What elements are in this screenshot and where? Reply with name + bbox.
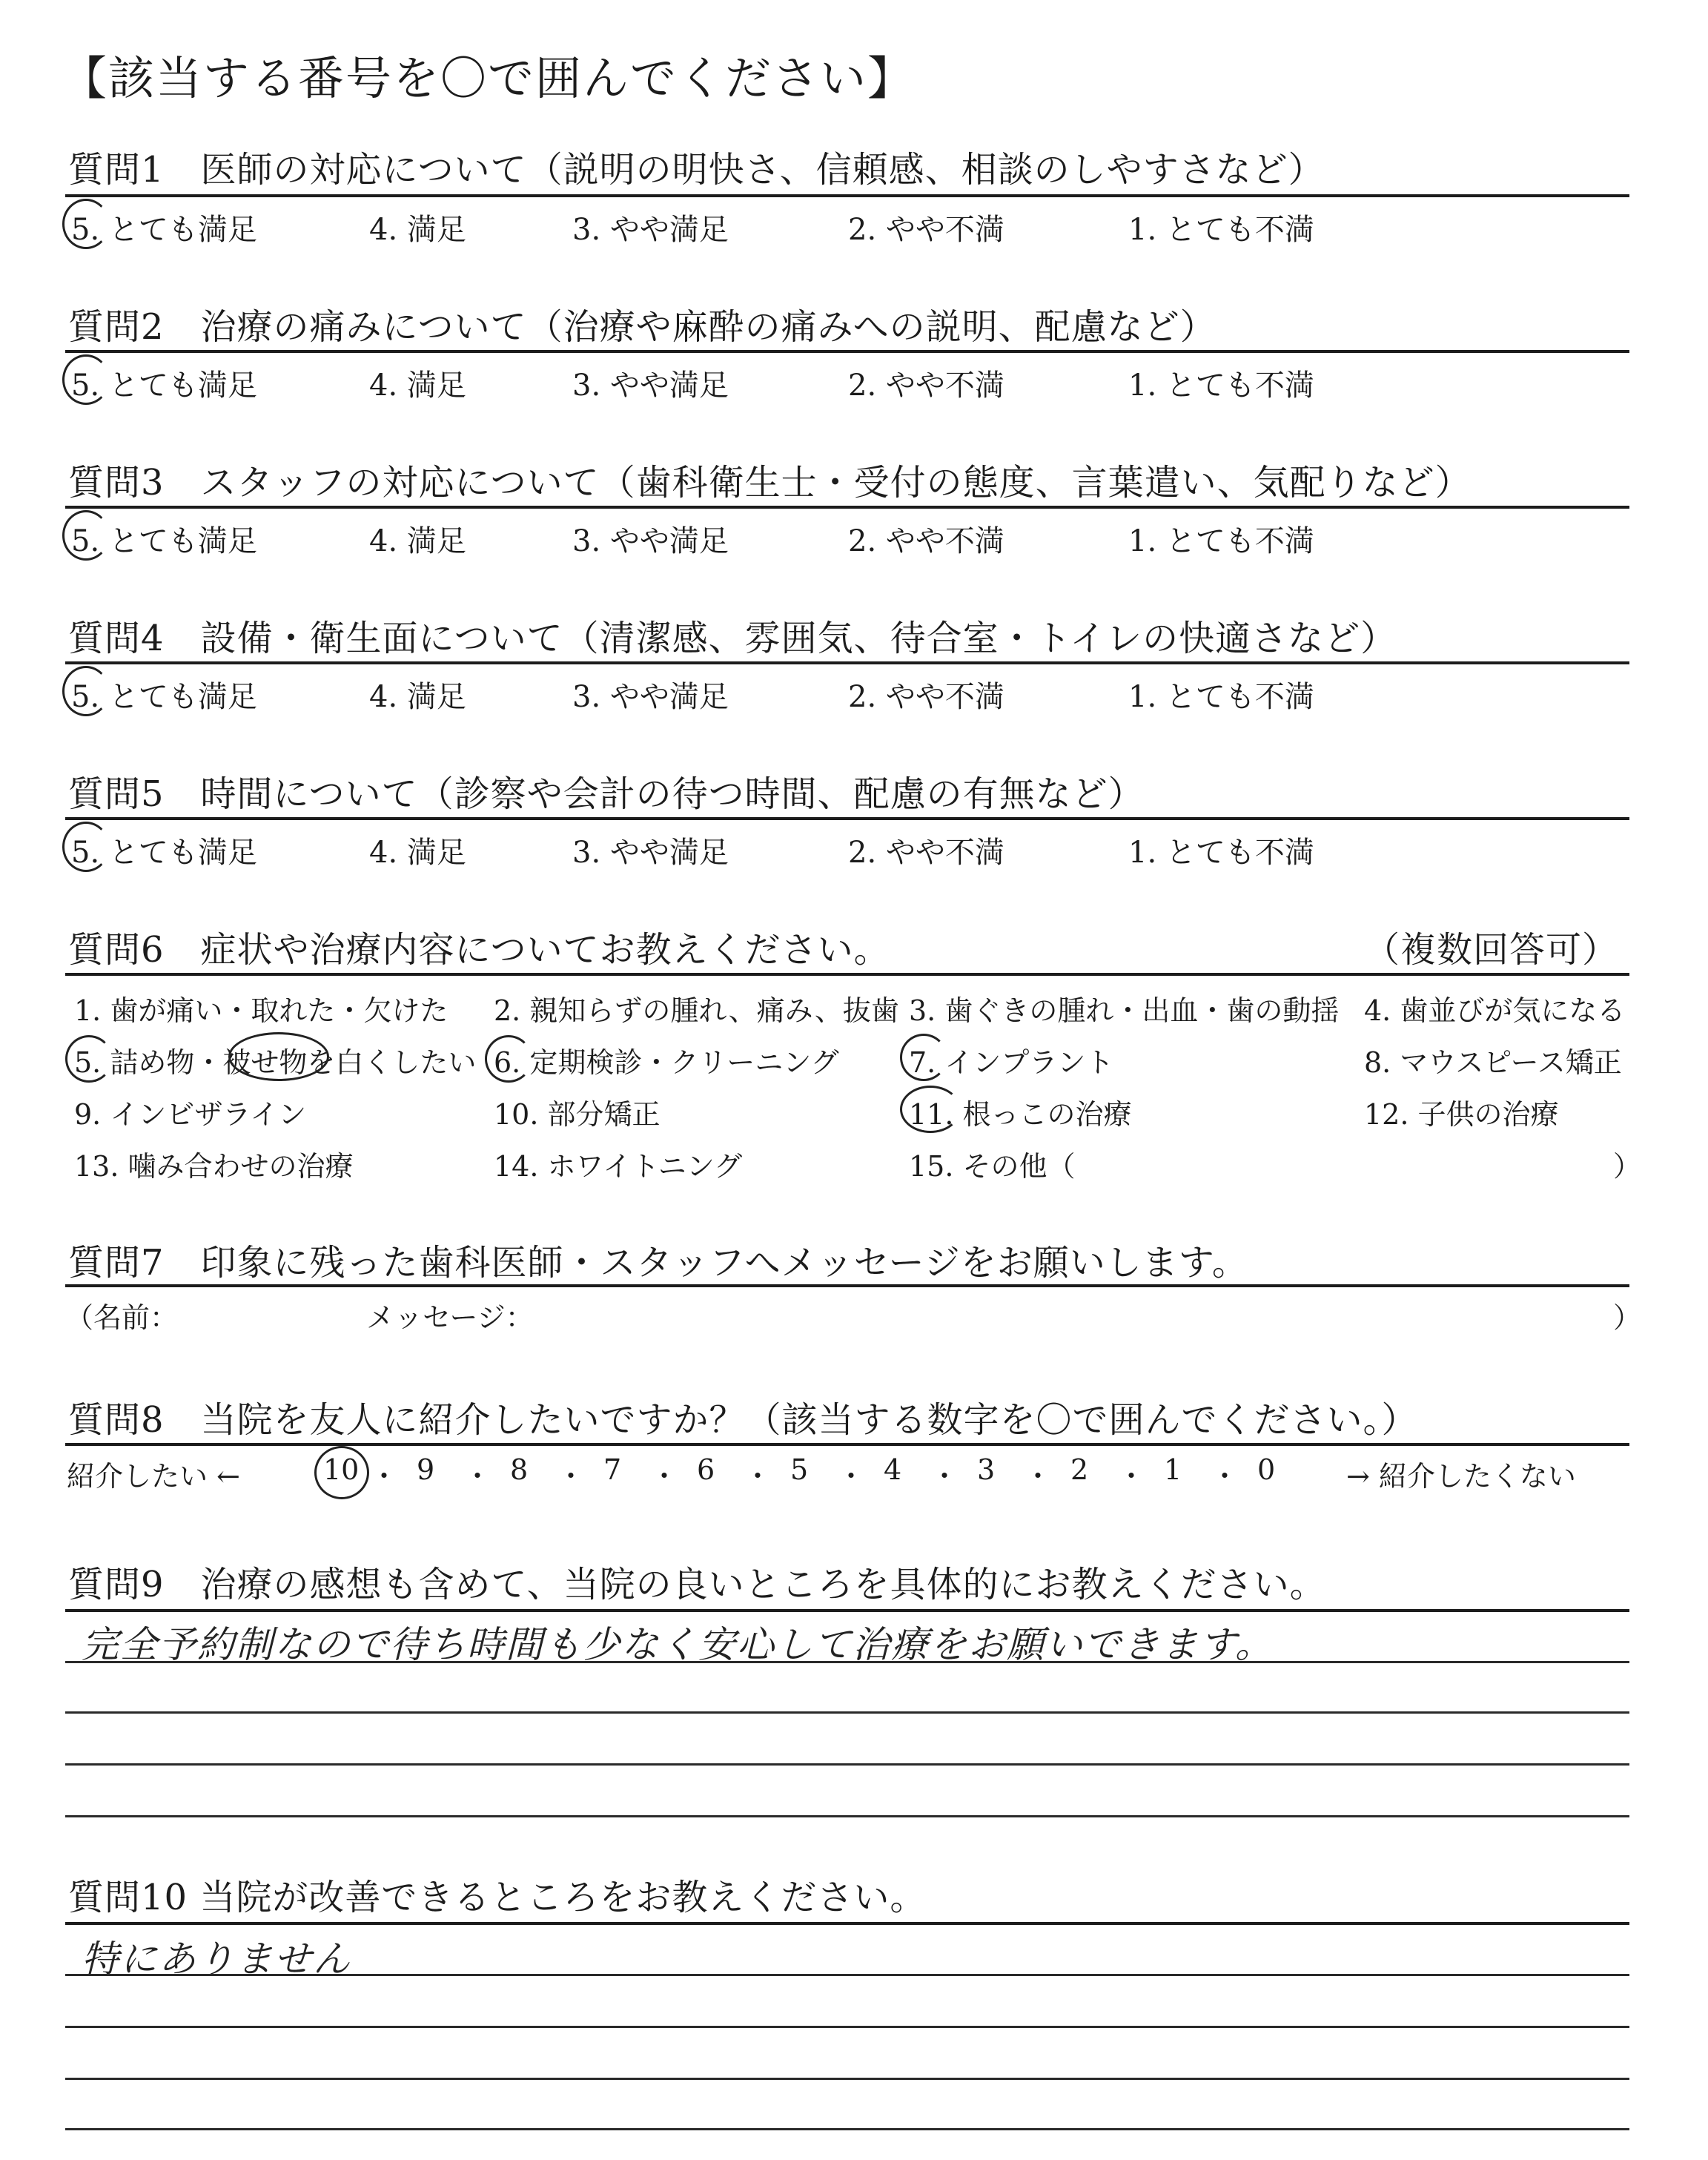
q6-item-10[interactable]: 10. 部分矯正 bbox=[494, 1098, 661, 1131]
q9-line-3 bbox=[65, 1763, 1629, 1766]
q6-item-14[interactable]: 14. ホワイトニング bbox=[494, 1150, 743, 1183]
q6-item-5[interactable]: 5. 詰め物・被せ物を白くしたい bbox=[74, 1046, 477, 1079]
q8-scale-value-10[interactable]: 10 bbox=[323, 1453, 360, 1486]
question-7-title: 質問7 印象に残った歯科医師・スタッフへメッセージをお願いします。 bbox=[68, 1242, 1248, 1284]
q8-left-label: 紹介したい ← bbox=[67, 1460, 240, 1493]
q3-option-1[interactable]: 1. とても不満 bbox=[1128, 524, 1314, 558]
question-9-title: 質問9 治療の感想も含めて、当院の良いところを具体的にお教えください。 bbox=[68, 1564, 1326, 1605]
question-6-rule bbox=[65, 973, 1629, 976]
q6-item-9[interactable]: 9. インビザライン bbox=[74, 1098, 307, 1131]
question-4-title: 質問4 設備・衛生面について（清潔感、雰囲気、待合室・トイレの快適さなど） bbox=[68, 618, 1397, 659]
question-5-rule bbox=[65, 817, 1629, 820]
q8-scale-value-3[interactable]: 3 bbox=[977, 1453, 996, 1486]
q8-scale-separator: ・ bbox=[370, 1460, 399, 1493]
q4-option-5[interactable]: 5. とても満足 bbox=[71, 680, 257, 714]
q8-scale-value-1[interactable]: 1 bbox=[1164, 1453, 1182, 1486]
q8-scale-separator: ・ bbox=[1117, 1460, 1146, 1493]
q1-selected-circle bbox=[62, 199, 110, 249]
q8-scale-value-2[interactable]: 2 bbox=[1070, 1453, 1089, 1486]
q6-item-2[interactable]: 2. 親知らずの腫れ、痛み、抜歯 bbox=[494, 994, 899, 1027]
q6-item-5-circle bbox=[65, 1035, 113, 1083]
q9-handwritten-answer[interactable]: 完全予約制なので待ち時間も少なく安心して治療をお願いできます。 bbox=[82, 1623, 1274, 1666]
q1-option-4[interactable]: 4. 満足 bbox=[369, 213, 466, 247]
q7-close-paren: ） bbox=[1613, 1301, 1642, 1334]
q7-name-label: （名前： bbox=[65, 1301, 179, 1334]
q8-scale-value-8[interactable]: 8 bbox=[510, 1453, 529, 1486]
question-2-rule bbox=[65, 350, 1629, 353]
q6-item-6[interactable]: 6. 定期検診・クリーニング bbox=[494, 1046, 839, 1079]
q8-scale-separator: ・ bbox=[463, 1460, 492, 1493]
q2-option-4[interactable]: 4. 満足 bbox=[369, 369, 466, 403]
question-10-title: 質問10 当院が改善できるところをお教えください。 bbox=[68, 1877, 927, 1918]
q3-option-4[interactable]: 4. 満足 bbox=[369, 524, 466, 558]
q10-line-2 bbox=[65, 2026, 1629, 2028]
q1-option-1[interactable]: 1. とても不満 bbox=[1128, 213, 1314, 247]
q8-scale-separator: ・ bbox=[1024, 1460, 1053, 1493]
q8-scale-value-6[interactable]: 6 bbox=[697, 1453, 715, 1486]
q5-option-1[interactable]: 1. とても不満 bbox=[1128, 836, 1314, 870]
q6-item-6-circle bbox=[485, 1035, 532, 1083]
q5-selected-circle bbox=[62, 822, 110, 872]
question-8-rule bbox=[65, 1443, 1629, 1446]
question-2-title: 質問2 治療の痛みについて（治療や麻酔の痛みへの説明、配慮など） bbox=[68, 306, 1217, 348]
q8-scale-value-0[interactable]: 0 bbox=[1257, 1453, 1276, 1486]
q10-line-1 bbox=[65, 1974, 1629, 1976]
question-3-rule bbox=[65, 506, 1629, 509]
q3-selected-circle bbox=[62, 510, 110, 561]
q6-item-12[interactable]: 12. 子供の治療 bbox=[1364, 1098, 1559, 1131]
q2-option-2[interactable]: 2. やや不満 bbox=[848, 369, 1004, 403]
q1-option-3[interactable]: 3. やや満足 bbox=[572, 213, 729, 247]
q6-item-11-circle bbox=[900, 1086, 961, 1133]
q4-option-1[interactable]: 1. とても不満 bbox=[1128, 680, 1314, 714]
q9-line-4 bbox=[65, 1815, 1629, 1817]
q6-item-7[interactable]: 7. インプラント bbox=[909, 1046, 1114, 1079]
q9-line-2 bbox=[65, 1711, 1629, 1714]
question-8-title: 質問8 当院を友人に紹介したいですか？（該当する数字を〇で囲んでください。） bbox=[68, 1399, 1418, 1441]
q6-item-15-close: ） bbox=[1613, 1150, 1642, 1183]
q6-item-15[interactable]: 15. その他（ bbox=[909, 1150, 1076, 1183]
q2-selected-circle bbox=[62, 354, 110, 405]
q4-option-2[interactable]: 2. やや不満 bbox=[848, 680, 1004, 714]
q5-option-5[interactable]: 5. とても満足 bbox=[71, 836, 257, 870]
q6-item-7-circle bbox=[900, 1034, 947, 1081]
q8-scale-value-5[interactable]: 5 bbox=[790, 1453, 809, 1486]
question-5-title: 質問5 時間について（診察や会計の待つ時間、配慮の有無など） bbox=[68, 773, 1145, 815]
q6-item-8[interactable]: 8. マウスピース矯正 bbox=[1364, 1046, 1622, 1079]
q6-item-13[interactable]: 13. 噛み合わせの治療 bbox=[74, 1150, 354, 1183]
q8-scale-separator: ・ bbox=[930, 1460, 959, 1493]
q2-option-1[interactable]: 1. とても不満 bbox=[1128, 369, 1314, 403]
q10-line-4 bbox=[65, 2128, 1629, 2130]
q8-scale-separator: ・ bbox=[650, 1460, 679, 1493]
question-1-title: 質問1 医師の対応について（説明の明快さ、信頼感、相談のしやすさなど） bbox=[68, 149, 1325, 191]
q8-scale-value-7[interactable]: 7 bbox=[603, 1453, 622, 1486]
q7-message-label: メッセージ： bbox=[366, 1301, 534, 1334]
question-4-rule bbox=[65, 661, 1629, 664]
q4-option-4[interactable]: 4. 満足 bbox=[369, 680, 466, 714]
question-6-title: 質問6 症状や治療内容についてお教えください。 bbox=[68, 929, 890, 971]
q6-item-3[interactable]: 3. 歯ぐきの腫れ・出血・歯の動揺 bbox=[909, 994, 1340, 1027]
q8-selected-circle bbox=[314, 1446, 369, 1499]
q4-selected-circle bbox=[62, 666, 110, 716]
q3-option-5[interactable]: 5. とても満足 bbox=[71, 524, 257, 558]
q1-option-5[interactable]: 5. とても満足 bbox=[71, 213, 257, 247]
question-1-rule bbox=[65, 194, 1629, 197]
q8-scale-separator: ・ bbox=[557, 1460, 586, 1493]
q3-option-3[interactable]: 3. やや満足 bbox=[572, 524, 729, 558]
q8-scale-value-4[interactable]: 4 bbox=[884, 1453, 902, 1486]
q6-item-4[interactable]: 4. 歯並びが気になる bbox=[1364, 994, 1626, 1027]
question-6-note: （複数回答可） bbox=[1364, 929, 1619, 971]
form-header: 【該当する番号を〇で囲んでください】 bbox=[61, 51, 916, 105]
q5-option-2[interactable]: 2. やや不満 bbox=[848, 836, 1004, 870]
q8-scale-separator: ・ bbox=[1211, 1460, 1239, 1493]
q6-item-5-word-circle bbox=[228, 1032, 329, 1081]
q5-option-3[interactable]: 3. やや満足 bbox=[572, 836, 729, 870]
question-10-rule bbox=[65, 1922, 1629, 1925]
q8-scale-value-9[interactable]: 9 bbox=[417, 1453, 435, 1486]
q10-handwritten-answer[interactable]: 特にありません bbox=[82, 1938, 351, 1981]
question-7-rule bbox=[65, 1284, 1629, 1287]
q6-item-11[interactable]: 11. 根っこの治療 bbox=[909, 1098, 1132, 1131]
q8-scale-separator: ・ bbox=[744, 1460, 772, 1493]
q9-line-1 bbox=[65, 1661, 1629, 1663]
q4-option-3[interactable]: 3. やや満足 bbox=[572, 680, 729, 714]
q5-option-4[interactable]: 4. 満足 bbox=[369, 836, 466, 870]
q1-option-2[interactable]: 2. やや不満 bbox=[848, 213, 1004, 247]
q8-right-label: → 紹介したくない bbox=[1346, 1460, 1576, 1493]
q2-option-3[interactable]: 3. やや満足 bbox=[572, 369, 729, 403]
q3-option-2[interactable]: 2. やや不満 bbox=[848, 524, 1004, 558]
q10-line-3 bbox=[65, 2078, 1629, 2080]
question-9-rule bbox=[65, 1609, 1629, 1612]
q8-scale-separator: ・ bbox=[837, 1460, 866, 1493]
question-3-title: 質問3 スタッフの対応について（歯科衛生士・受付の態度、言葉遣い、気配りなど） bbox=[68, 462, 1472, 503]
q2-option-5[interactable]: 5. とても満足 bbox=[71, 369, 257, 403]
q6-item-1[interactable]: 1. 歯が痛い・取れた・欠けた bbox=[74, 994, 448, 1027]
